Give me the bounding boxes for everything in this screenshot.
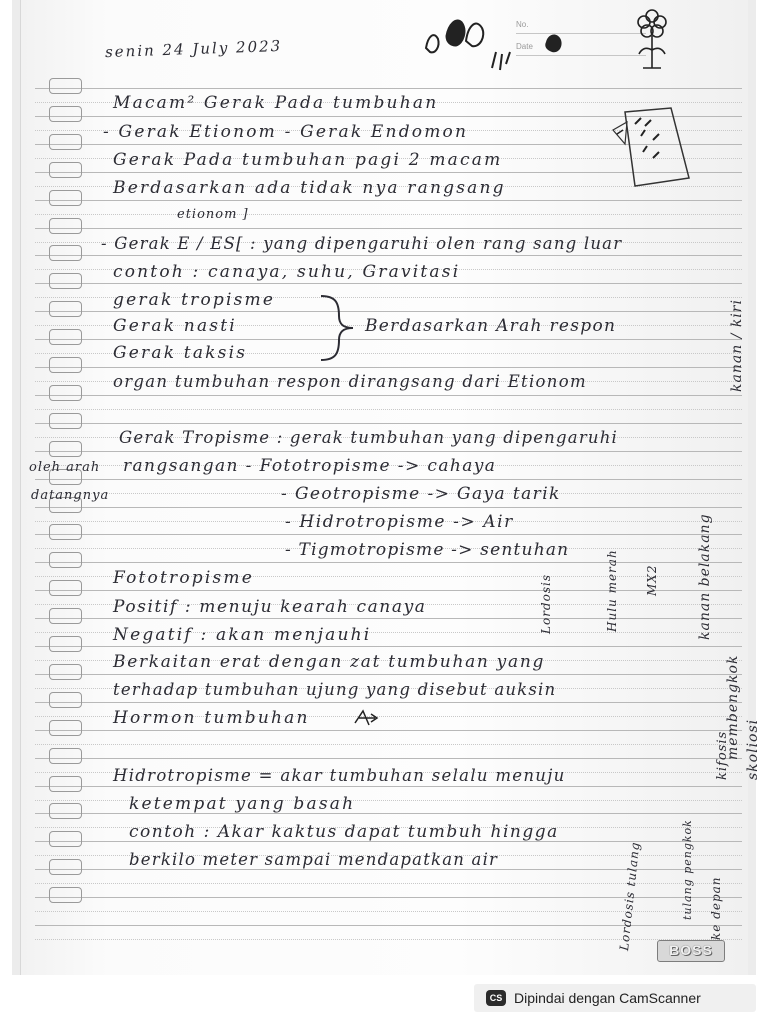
ruled-line-dotted [35, 409, 742, 410]
margin-checkbox [49, 887, 82, 903]
ruled-line [35, 702, 742, 703]
side-note-hulu-merah: Hulu merah [605, 549, 619, 632]
margin-checkbox [49, 162, 82, 178]
ruled-line [35, 395, 742, 396]
note-line-22: Hormon tumbuhan [113, 708, 310, 728]
note-line-3: Gerak Pada tumbuhan pagi 2 macam [113, 150, 503, 170]
note-line-21: terhadap tumbuhan ujung yang disebut auksin [113, 680, 557, 699]
ruled-line [35, 730, 742, 731]
ruled-line [35, 339, 742, 340]
margin-checkbox [49, 190, 82, 206]
face-doodle-icon [406, 6, 586, 76]
ruled-line [35, 200, 742, 201]
note-line-20: Berkaitan erat dengan zat tumbuhan yang [113, 652, 546, 672]
ruled-line [35, 674, 742, 675]
note-line-12: Gerak Tropisme : gerak tumbuhan yang dipengaruhi [119, 428, 619, 447]
margin-checkbox [49, 552, 82, 568]
note-line-17: Fototropisme [113, 568, 254, 588]
margin-checkbox [49, 218, 82, 234]
note-line-13a: oleh arah [29, 460, 101, 475]
note-line-24: ketempat yang basah [129, 794, 356, 814]
note-line-19: Negatif : akan menjauhi [113, 625, 372, 645]
ruled-line-dotted [35, 939, 742, 940]
brace-note: Berdasarkan Arah respon [365, 316, 617, 336]
margin-checkbox [49, 441, 82, 457]
note-line-26: berkilo meter sampai mendapatkan air [129, 850, 499, 869]
margin-checkbox [49, 134, 82, 150]
margin-checkbox [49, 664, 82, 680]
ruled-line [35, 646, 742, 647]
ruled-line [35, 925, 742, 926]
note-line-7: contoh : canaya, suhu, Gravitasi [113, 262, 461, 282]
note-line-23: Hidrotropisme = akar tumbuhan selalu menuju [113, 766, 566, 785]
ruled-line [35, 786, 742, 787]
note-line-15: - Hidrotropisme -> Air [285, 512, 514, 532]
note-line-25: contoh : Akar kaktus dapat tumbuh hingga [129, 822, 559, 842]
ruled-line [35, 367, 742, 368]
note-line-8: gerak tropisme [113, 290, 276, 310]
ruled-line [35, 283, 742, 284]
note-line-6: - Gerak E / ES[ : yang dipengaruhi olen rang sang luar [101, 234, 623, 253]
card-doodle-icon [605, 100, 697, 192]
side-note-mx2: MX2 [645, 564, 659, 596]
side-note-ujung: tulang pengkok [681, 819, 694, 920]
ruled-line [35, 590, 742, 591]
ruled-line [35, 618, 742, 619]
arrow-mark-icon [351, 707, 381, 729]
note-line-14a: datangnya [31, 488, 110, 503]
side-note-tulang: Lordosis tulang [617, 840, 643, 952]
ruled-line-dotted [35, 214, 742, 215]
note-line-9: Gerak nasti [113, 316, 237, 336]
margin-checkbox [49, 524, 82, 540]
margin-checkbox [49, 273, 82, 289]
margin-checkbox [49, 78, 82, 94]
margin-checkbox [49, 357, 82, 373]
date-label: Date [516, 34, 646, 56]
note-line-2: - Gerak Etionom - Gerak Endomon [103, 122, 469, 142]
brace-icon [317, 292, 357, 364]
note-line-11: organ tumbuhan respon dirangsang dari Etionom [113, 372, 587, 391]
margin-checkbox [49, 106, 82, 122]
scanned-page [12, 0, 761, 975]
flower-doodle-icon [629, 6, 675, 72]
margin-checkbox [49, 831, 82, 847]
side-note-kedepan: ke depan [709, 876, 723, 940]
margin-checkbox [49, 776, 82, 792]
ruled-line-dotted [35, 744, 742, 745]
camscanner-watermark [474, 984, 756, 1012]
note-line-4: Berdasarkan ada tidak nya rangsang [113, 178, 506, 198]
ruled-line [35, 758, 742, 759]
note-line-18: Positif : menuju kearah canaya [113, 597, 427, 617]
margin-checkbox [49, 748, 82, 764]
margin-checkbox [49, 859, 82, 875]
ruled-line [35, 479, 742, 480]
ruled-line-dotted [35, 911, 742, 912]
margin-checkbox [49, 720, 82, 736]
note-line-16: - Tigmotropisme -> sentuhan [285, 540, 570, 560]
note-line-13b: rangsangan - Fototropisme -> cahaya [123, 456, 497, 476]
side-note-kifosis: kifosis [715, 730, 730, 780]
notebook-brand-stamp: BOSS [657, 940, 725, 962]
margin-checkbox [49, 803, 82, 819]
margin-checkbox [49, 608, 82, 624]
ruled-line [35, 311, 742, 312]
margin-checkbox [49, 580, 82, 596]
margin-checkbox [49, 245, 82, 261]
note-line-1: Macam² Gerak Pada tumbuhan [113, 93, 439, 113]
camscanner-logo-icon: CS [486, 990, 506, 1006]
ruled-line [35, 507, 742, 508]
ruled-line [35, 562, 742, 563]
ruled-line [35, 423, 742, 424]
camscanner-text: Dipindai dengan CamScanner [514, 990, 701, 1006]
ruled-line [35, 228, 742, 229]
no-label: No. [516, 12, 646, 34]
side-note-kanan-kiri: kanan / kiri [729, 299, 745, 392]
ruled-line [35, 255, 742, 256]
margin-checkbox [49, 636, 82, 652]
note-line-10: Gerak taksis [113, 343, 248, 363]
side-note-skoliosi: skoliosi [745, 718, 761, 780]
side-note-lordosis: Lordosis [539, 574, 553, 634]
ruled-line [35, 534, 742, 535]
margin-checkbox [49, 301, 82, 317]
margin-checkbox [49, 413, 82, 429]
ruled-line [35, 88, 742, 89]
ruled-line [35, 451, 742, 452]
note-date: senin 24 July 2023 [104, 36, 283, 62]
margin-checkbox [49, 692, 82, 708]
notebook-paper [20, 0, 761, 975]
side-note-kanan-belakang: kanan belakang [697, 513, 713, 640]
note-line-14b: - Geotropisme -> Gaya tarik [281, 484, 561, 504]
margin-checkbox [49, 329, 82, 345]
note-line-5: etionom ] [177, 207, 249, 222]
margin-checkbox [49, 385, 82, 401]
side-note-membengkok: membengkok [725, 654, 741, 760]
